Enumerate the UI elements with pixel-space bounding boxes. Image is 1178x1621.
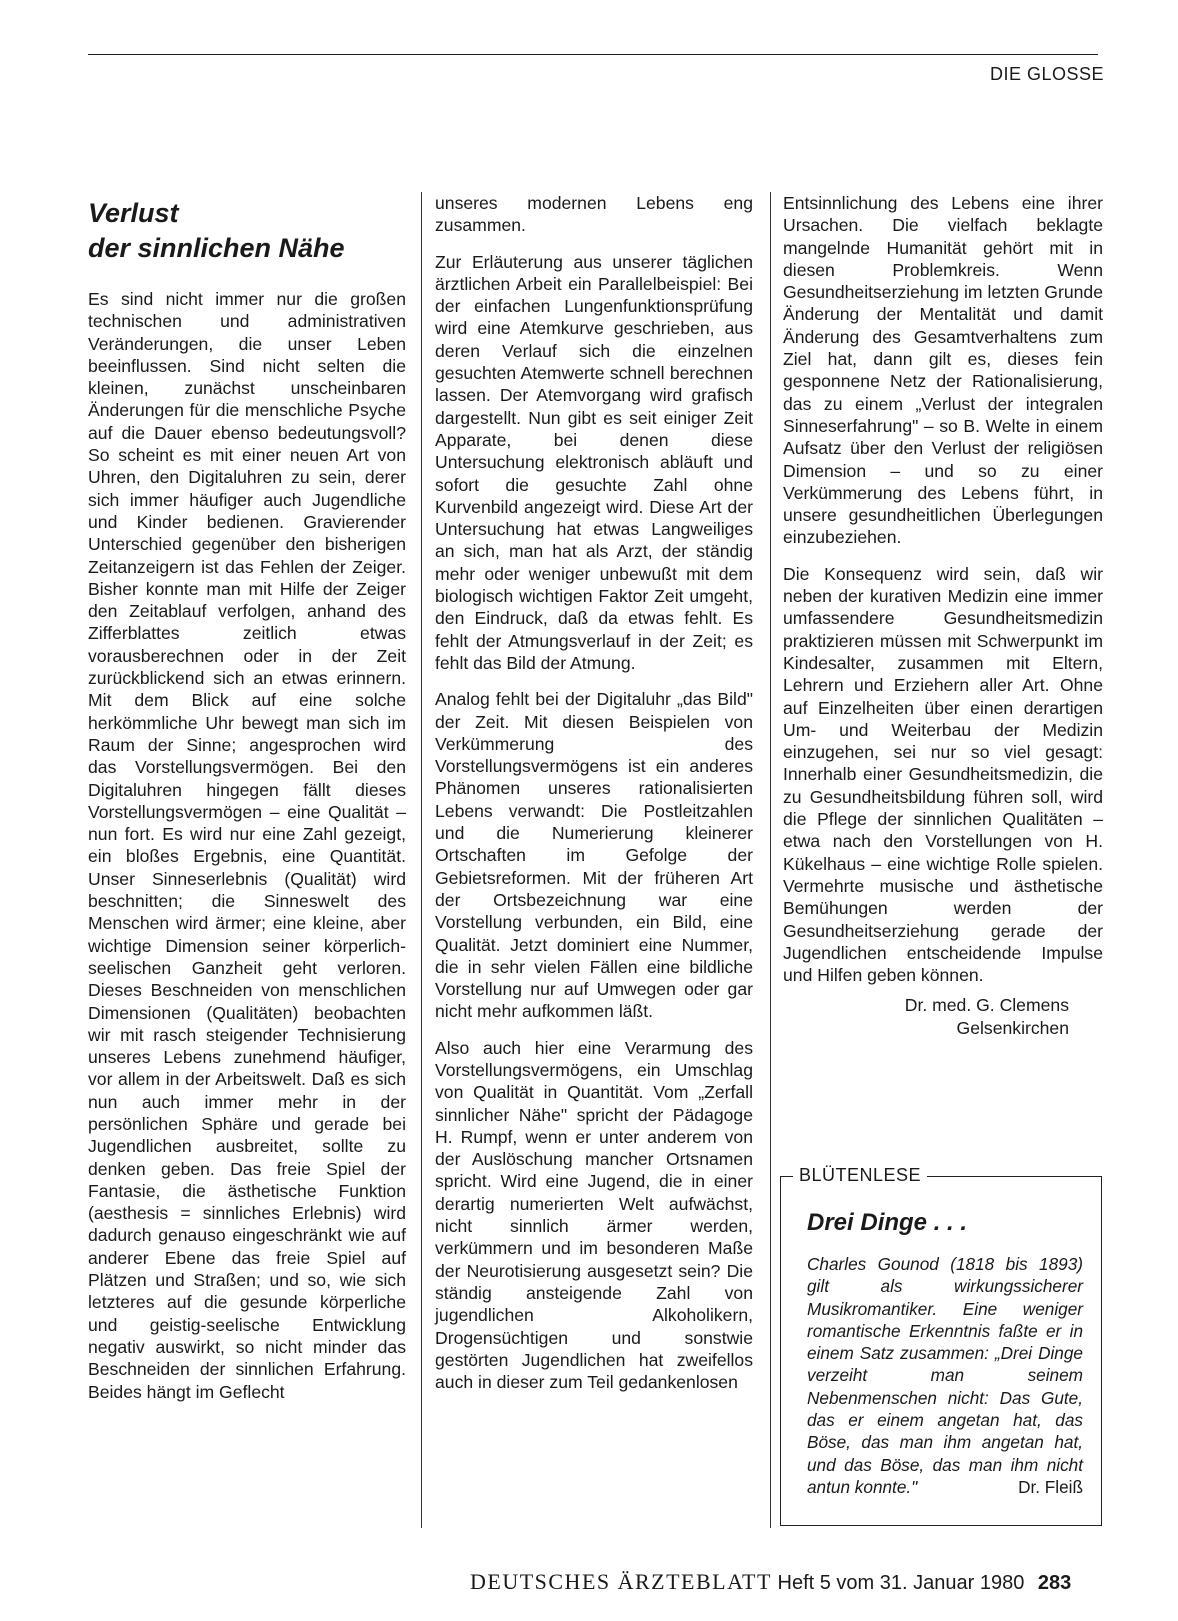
article-title — [88, 196, 408, 266]
article-paragraph: Also auch hier eine Verarmung des Vorstellungsvermögens, ein Umschlag von Qualität in Quantität. Vom „Zerfall sinnlicher Nähe" spricht der Pädagoge H. Rumpf, wenn er unter anderem von der Auslöschung mancher Ortsnamen spricht. Wird eine Jugend, die in einer derartig numerierten Welt aufwächst, nicht sinnlich ärmer werden, verkümmern und im besonderen Maße der Neurotisierung ausgesetzt sein? Die ständig ansteigende Zahl von jugendlichen Alkoholikern, Drogensüchtigen und sonstwie gestörten Jugendlichen hat zweifellos auch in dieser zum Teil gedankenlosen — [435, 1037, 753, 1393]
article-paragraph: Entsinnlichung des Lebens eine ihrer Ursachen. Die vielfach beklagte mangelnde Humanität gehört mit in diesen Problemkreis. Wenn Gesundheitserziehung im letzten Grunde Änderung der Mentalität und damit Änderung des Gesamtverhaltens zum Ziel hat, dann gilt es, dieses fein gesponnene Netz der Rationalisierung, das zu einem „Verlust der integralen Sinneserfahrung" – so B. Welte in einem Aufsatz über den Verlust der religiösen Dimension – und so zu einer Verkümmerung des Lebens führt, in unsere gesundheitlichen Überlegungen einzubeziehen. — [783, 193, 1103, 548]
article-paragraph: Es sind nicht immer nur die großen technischen und administrativen Veränderungen, die unser Leben beeinflussen. Sind nicht selten die kleinen, zunächst unscheinbaren Änderungen für die menschliche Psyche auf die Dauer ebenso bedeutungsvoll? So scheint es mit einer neuen Art von Uhren, den Digitaluhren zu sein, derer sich immer häufiger auch Jugendliche und Kinder bedienen. Gravierender Unterschied gegenüber den bisherigen Zeitanzeigern ist das Fehlen der Zeiger. Bisher konnte man mit Hilfe der Zeiger den Zeitablauf verfolgen, anhand des Zifferblattes zeitlich etwas vorausberechnen oder in der Zeit zurückblickend sich an etwas erinnern. Mit dem Blick auf eine solche herkömmliche Uhr bewegt man sich im Raum der Sinne; angesprochen wird das Vorstellungsvermögen. Bei den Digitaluhren hingegen fällt dieses Vorstellungsvermögen – eine Qualität – nun fort. Es wird nur eine Zahl gezeigt, ein bloßes Ergebnis, eine Quantität. Unser Sinneserlebnis (Qualität) wird beschnitten; die Sinneswelt des Menschen wird ärmer; eine kleine, aber wichtige Dimension seiner körperlich-seelischen Ganzheit geht verloren. Dieses Beschneiden von menschlichen Dimensionen (Qualitäten) beobachten wir mit rasch steigender Technisierung unseres Lebens zunehmend häufiger, vor allem in der Arbeitswelt. Daß es sich nun auch immer mehr in der persönlichen Sphäre und gerade bei Jugendlichen ausbreitet, sollte zu denken geben. Das freie Spiel der Fantasie, die ästhetische Funktion (aesthesis = sinnliches Erlebnis) wird dadurch genauso eingeschränkt wie auf anderer Ebene das freie Spiel auf Plätzen und Straßen; und so, wie sich letzteres auf die gesunde körperliche und geistig-seelische Entwicklung negativ auswirkt, so nicht minder das Beschneiden der sinnlichen Erfahrung. Beides hängt im Geflecht — [88, 289, 406, 1402]
article-column-1 — [88, 288, 406, 1417]
column-divider — [421, 192, 422, 1528]
author-location: Gelsenkirchen — [956, 1018, 1069, 1039]
article-paragraph: unseres modernen Lebens eng zusammen. — [435, 193, 753, 236]
sidebar-box — [780, 1165, 1102, 1526]
box-body — [807, 1253, 1083, 1498]
box-quote: Charles Gounod (1818 bis 1893) gilt als wirkungssicherer Musikromantiker. Eine weniger romantische Erkenntnis faßte er in einem Satz zusammen: „Drei Dinge verzeiht man seinem Nebenmenschen nicht: Das Gute, das er einem angetan hat, das Böse, das man ihm angetan hat, und das Böse, das man ihm nicht antun konnte." — [807, 1254, 1083, 1497]
article-column-2 — [435, 192, 753, 1407]
section-label: DIE GLOSSE — [989, 64, 1104, 84]
article-paragraph: Die Konsequenz wird sein, daß wir neben der kurativen Medizin eine immer umfassendere Gesundheitsmedizin praktizieren müssen mit Schwerpunkt im Kindesalter, zusammen mit Eltern, Lehrern und Erziehern aller Art. Ohne auf Einzelheiten über einen derartigen Um- und Weiterbau der Medizin einzugehen, sei nur so viel gesagt: Innerhalb einer Gesundheitsmedizin, die zu Gesundheitsbildung führen soll, wird die Pflege der sinnlichen Qualitäten – etwa nach den Vorstellungen von H. Kükelhaus – eine wichtige Rolle spielen. Vermehrte musische und ästhetische Bemühungen werden der Gesundheitserziehung gerade der Jugendlichen entscheidende Impulse und Hilfen geben können. — [783, 563, 1103, 986]
box-signature: Dr. Fleiß — [1018, 1476, 1083, 1497]
article-paragraph: Analog fehlt bei der Digitaluhr „das Bild" der Zeit. Mit diesen Beispielen von Verkümmerung des Vorstellungsvermögens ist ein anderes Phänomen unseres rationalisierten Lebens verwandt: Die Postleitzahlen und die Numerierung kleinerer Ortschaften im Gefolge der Gebietsreformen. Mit der früheren Art der Ortsbezeichnung war eine Vorstellung verbunden, ein Bild, eine Qualität. Jetzt dominiert eine Nummer, die in sehr vielen Fällen eine bildliche Vorstellung nur auf Umwegen oder gar nicht mehr aufkommen läßt. — [435, 689, 753, 1022]
article-title-line2: der sinnlichen Nähe — [88, 233, 345, 263]
author-signature — [783, 994, 1103, 1040]
article-column-3 — [783, 192, 1103, 1040]
journal-name: DEUTSCHES ÄRZTEBLATT — [470, 1569, 772, 1594]
page-footer — [470, 1569, 1071, 1595]
box-title: Drei Dinge . . . — [807, 1209, 968, 1236]
column-divider — [770, 192, 771, 1528]
top-rule — [88, 54, 1098, 55]
issue-info: Heft 5 vom 31. Januar 1980 — [777, 1572, 1025, 1594]
article-title-line1: Verlust — [88, 198, 179, 228]
box-label: BLÜTENLESE — [793, 1165, 927, 1186]
page-number: 283 — [1037, 1572, 1072, 1594]
author-name: Dr. med. G. Clemens — [904, 995, 1069, 1016]
article-paragraph: Zur Erläuterung aus unserer täglichen ärztlichen Arbeit ein Parallelbeispiel: Bei der einfachen Lungenfunktionsprüfung wird eine Atemkurve geschrieben, aus deren Verlauf sich die einzelnen gesuchten Atemwerte schnell berechnen lassen. Der Atemvorgang wird grafisch dargestellt. Nun gibt es seit einiger Zeit Apparate, bei denen diese Untersuchung elektronisch abläuft und sofort die gesuchte Zahl ohne Kurvenbild angezeigt wird. Diese Art der Untersuchung hat etwas Langweiliges an sich, man hat als Arzt, der ständig mehr oder weniger unbewußt mit dem biologisch wichtigen Faktor Zeit umgeht, den Eindruck, daß da etwas fehlt. Es fehlt der Atmungsverlauf in der Zeit; es fehlt das Bild der Atmung. — [435, 251, 753, 673]
